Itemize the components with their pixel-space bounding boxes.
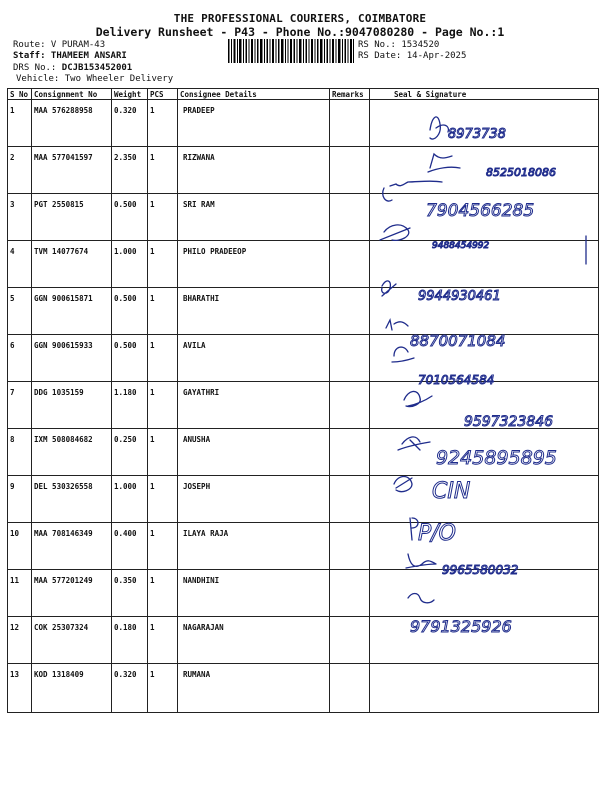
weight-cell: 0.180 (112, 617, 148, 664)
pcs-cell: 1 (148, 335, 178, 382)
col-pcs: PCS (148, 89, 178, 100)
remarks-cell (330, 382, 370, 429)
weight-cell: 0.250 (112, 429, 148, 476)
handwriting-row9: 9245895895 (436, 447, 557, 469)
sno-cell: 6 (8, 335, 32, 382)
consignee-cell: GAYATHRI (178, 382, 330, 429)
weight-cell: 0.500 (112, 335, 148, 382)
pcs-cell: 1 (148, 476, 178, 523)
consignment-cell: DDG 1035159 (32, 382, 112, 429)
consignee-cell: RIZWANA (178, 147, 330, 194)
weight-cell: 0.320 (112, 664, 148, 713)
table-header-row (8, 89, 599, 100)
sno-cell: 9 (8, 476, 32, 523)
remarks-cell (330, 194, 370, 241)
signatures-overlay (370, 100, 598, 660)
rs-date: RS Date: 14-Apr-2025 (358, 51, 467, 61)
consignee-cell: AVILA (178, 335, 330, 382)
consignment-cell: MAA 576288958 (32, 100, 112, 147)
sno-cell: 5 (8, 288, 32, 335)
drs-number (13, 63, 132, 73)
handwriting-row11: P/O (418, 521, 456, 546)
handwriting-row2: 8525018086 (486, 166, 556, 179)
table-row (8, 664, 599, 713)
company-title: THE PROFESSIONAL COURIERS, COIMBATORE (173, 12, 427, 25)
handwriting-row1: 8973738 (448, 127, 506, 142)
handwriting-row4: 9488454992 (432, 241, 490, 251)
sno-cell: 10 (8, 523, 32, 570)
consignment-cell: PGT 2550815 (32, 194, 112, 241)
handwriting-row5: 9944930461 (418, 289, 501, 304)
consignee-cell: NAGARAJAN (178, 617, 330, 664)
rs-number: RS No.: 1534520 (358, 40, 440, 50)
consignee-cell: PRADEEP (178, 100, 330, 147)
col-consignee: Consignee Details (178, 89, 330, 100)
weight-cell: 0.320 (112, 100, 148, 147)
remarks-cell (330, 335, 370, 382)
consignment-cell: IXM 508084682 (32, 429, 112, 476)
pcs-cell: 1 (148, 617, 178, 664)
col-weight: Weight (112, 89, 148, 100)
weight-cell: 0.400 (112, 523, 148, 570)
consignment-cell: KOD 1318409 (32, 664, 112, 713)
consignment-cell: DEL 530326558 (32, 476, 112, 523)
pcs-cell: 1 (148, 664, 178, 713)
remarks-cell (330, 617, 370, 664)
weight-cell: 0.500 (112, 288, 148, 335)
remarks-cell (330, 570, 370, 617)
pcs-cell: 1 (148, 382, 178, 429)
sno-cell: 8 (8, 429, 32, 476)
pcs-cell: 1 (148, 523, 178, 570)
handwriting-row3: 7904566285 (426, 201, 535, 221)
consignee-cell: ANUSHA (178, 429, 330, 476)
remarks-cell (330, 429, 370, 476)
weight-cell: 0.350 (112, 570, 148, 617)
consignment-cell: GGN 900615933 (32, 335, 112, 382)
pcs-cell: 1 (148, 147, 178, 194)
consignment-cell: MAA 577201249 (32, 570, 112, 617)
sno-cell: 1 (8, 100, 32, 147)
pcs-cell: 1 (148, 100, 178, 147)
consignee-cell: JOSEPH (178, 476, 330, 523)
sno-cell: 2 (8, 147, 32, 194)
consignment-cell: MAA 708146349 (32, 523, 112, 570)
handwriting-row10: CIN (432, 479, 471, 504)
route-label: Route: V PURAM-43 (13, 40, 106, 50)
sno-cell: 3 (8, 194, 32, 241)
sno-cell: 11 (8, 570, 32, 617)
handwriting-row13: 9791325926 (410, 617, 512, 636)
sno-cell: 13 (8, 664, 32, 713)
col-consignment: Consignment No (32, 89, 112, 100)
remarks-cell (330, 147, 370, 194)
staff-label: Staff: THAMEEM ANSARI (13, 51, 127, 61)
consignment-cell: GGN 900615871 (32, 288, 112, 335)
signature-cell (370, 664, 599, 713)
remarks-cell (330, 241, 370, 288)
pcs-cell: 1 (148, 429, 178, 476)
pcs-cell: 1 (148, 288, 178, 335)
pcs-cell: 1 (148, 241, 178, 288)
consignee-cell: RUMANA (178, 664, 330, 713)
pcs-cell: 1 (148, 570, 178, 617)
runsheet-title: Delivery Runsheet - P43 - Phone No.:9047080280 - Page No.:1 (95, 25, 505, 39)
consignment-cell: MAA 577041597 (32, 147, 112, 194)
drs-value: DCJB153452001 (61, 63, 133, 73)
weight-cell: 1.000 (112, 476, 148, 523)
consignee-cell: PHILO PRADEEOP (178, 241, 330, 288)
pcs-cell: 1 (148, 194, 178, 241)
barcode-image (228, 39, 354, 63)
consignee-cell: NANDHINI (178, 570, 330, 617)
col-remarks: Remarks (330, 89, 370, 100)
consignee-cell: BHARATHI (178, 288, 330, 335)
handwriting-row6: 8870071084 (410, 332, 506, 350)
handwriting-row8: 9597323846 (464, 414, 554, 430)
weight-cell: 2.350 (112, 147, 148, 194)
weight-cell: 1.000 (112, 241, 148, 288)
remarks-cell (330, 100, 370, 147)
remarks-cell (330, 664, 370, 713)
col-signature: Seal & Signature (370, 89, 599, 100)
consignment-cell: COK 25307324 (32, 617, 112, 664)
col-sno: S No (8, 89, 32, 100)
weight-cell: 0.500 (112, 194, 148, 241)
consignee-cell: SRI RAM (178, 194, 330, 241)
consignee-cell: ILAYA RAJA (178, 523, 330, 570)
drs-label: DRS No.: (13, 63, 62, 73)
vehicle-label: Vehicle: Two Wheeler Delivery (16, 74, 174, 84)
sno-cell: 7 (8, 382, 32, 429)
remarks-cell (330, 288, 370, 335)
sno-cell: 12 (8, 617, 32, 664)
remarks-cell (330, 476, 370, 523)
sno-cell: 4 (8, 241, 32, 288)
handwriting-row7: 7010564584 (418, 373, 495, 387)
handwriting-row12: 9965580032 (442, 563, 519, 577)
weight-cell: 1.180 (112, 382, 148, 429)
consignment-cell: TVM 14077674 (32, 241, 112, 288)
remarks-cell (330, 523, 370, 570)
